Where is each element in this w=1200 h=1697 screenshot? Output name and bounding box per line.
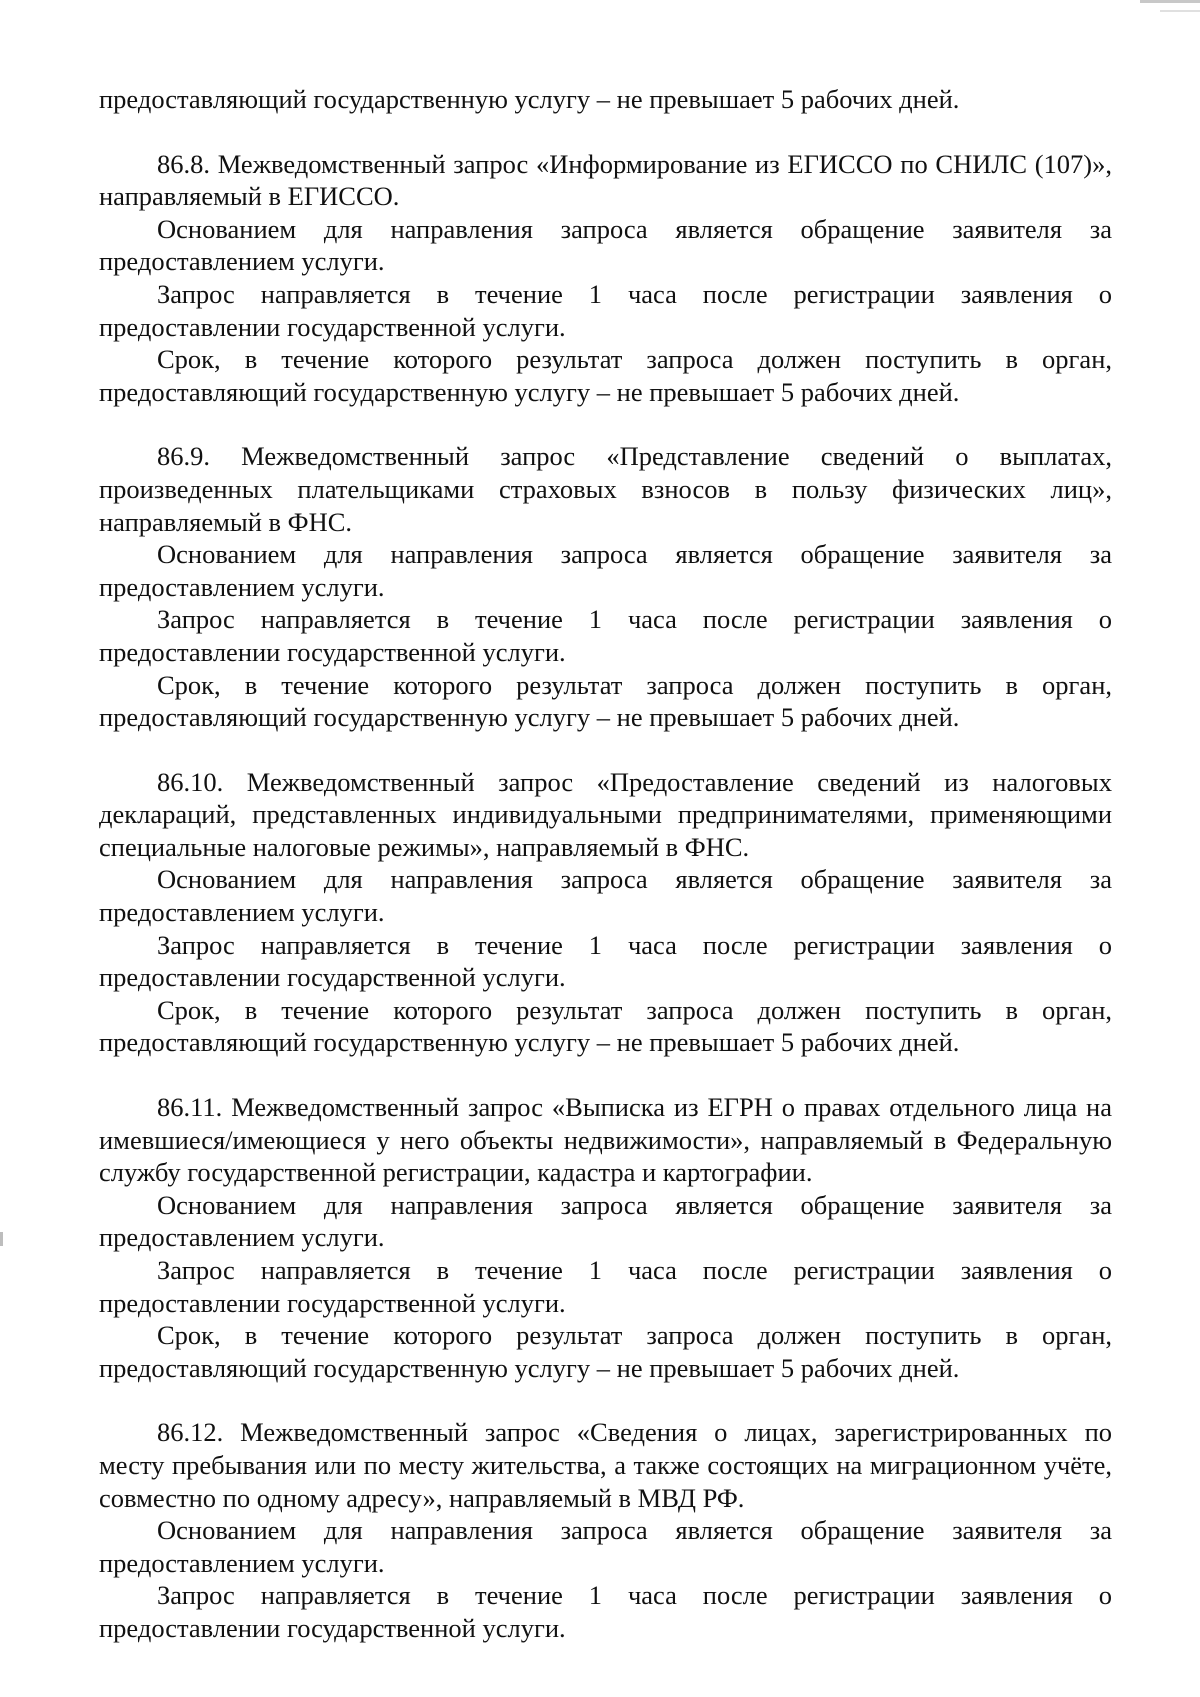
section-basis: Основанием для направления запроса является обращение заявителя за предоставлением услуги. xyxy=(99,539,1112,602)
section-heading: 86.11. Межведомственный запрос «Выписка из ЕГРН о правах отдельного лица на имевшиеся/имеющиеся у него объекты недвижимости», направляемый в Федеральную службу государственной регистрации, кадастра и картографии. xyxy=(99,1092,1112,1188)
section-86-10 xyxy=(99,766,1112,1059)
section-deadline: Срок, в течение которого результат запроса должен поступить в орган, предоставляющий государственную услугу – не превышает 5 рабочих дней. xyxy=(99,1320,1112,1383)
section-86-9 xyxy=(99,440,1112,733)
section-deadline: Срок, в течение которого результат запроса должен поступить в орган, предоставляющий государственную услугу – не превышает 5 рабочих дней. xyxy=(99,994,1112,1058)
scan-edge-artifact-secondary xyxy=(1160,10,1200,12)
section-86-8 xyxy=(99,148,1112,409)
section-timing: Запрос направляется в течение 1 часа после регистрации заявления о предоставлении государственной услуги. xyxy=(99,1580,1112,1643)
section-86-11 xyxy=(99,1091,1112,1384)
section-86-12 xyxy=(99,1416,1112,1644)
section-heading: 86.12. Межведомственный запрос «Сведения о лицах, зарегистрированных по месту пребывания или по месту жительства, а также состоящих на миграционном учёте, совместно по одному адресу», направляемый в МВД РФ. xyxy=(99,1417,1112,1513)
continuation-paragraph: предоставляющий государственную услугу – не превышает 5 рабочих дней. xyxy=(99,84,960,114)
section-deadline: Срок, в течение которого результат запроса должен поступить в орган, предоставляющий государственную услугу – не превышает 5 рабочих дней. xyxy=(99,669,1112,733)
scan-edge-artifact xyxy=(1140,0,1200,3)
section-heading: 86.9. Межведомственный запрос «Представление сведений о выплатах, произведенных плательщиками страховых взносов в пользу физических лиц», направляемый в ФНС. xyxy=(99,441,1112,537)
section-timing: Запрос направляется в течение 1 часа после регистрации заявления о предоставлении государственной услуги. xyxy=(99,604,1112,667)
section-timing: Запрос направляется в течение 1 часа после регистрации заявления о предоставлении государственной услуги. xyxy=(99,929,1112,993)
section-basis: Основанием для направления запроса является обращение заявителя за предоставлением услуги. xyxy=(99,1515,1112,1578)
scan-margin-mark xyxy=(0,1232,3,1246)
section-timing: Запрос направляется в течение 1 часа после регистрации заявления о предоставлении государственной услуги. xyxy=(99,1255,1112,1318)
section-heading: 86.10. Межведомственный запрос «Предоставление сведений из налоговых деклараций, представленных индивидуальными предпринимателями, применяющими специальные налоговые режимы», направляемый в ФНС. xyxy=(99,766,1112,862)
section-basis: Основанием для направления запроса является обращение заявителя за предоставлением услуги. xyxy=(99,213,1112,277)
section-heading: 86.8. Межведомственный запрос «Информирование из ЕГИССО по СНИЛС (107)», направляемый в ЕГИССО. xyxy=(99,148,1112,212)
section-basis: Основанием для направления запроса является обращение заявителя за предоставлением услуги. xyxy=(99,864,1112,928)
section-timing: Запрос направляется в течение 1 часа после регистрации заявления о предоставлении государственной услуги. xyxy=(99,278,1112,342)
section-deadline: Срок, в течение которого результат запроса должен поступить в орган, предоставляющий государственную услугу – не превышает 5 рабочих дней. xyxy=(99,344,1112,407)
section-basis: Основанием для направления запроса является обращение заявителя за предоставлением услуги. xyxy=(99,1189,1112,1253)
